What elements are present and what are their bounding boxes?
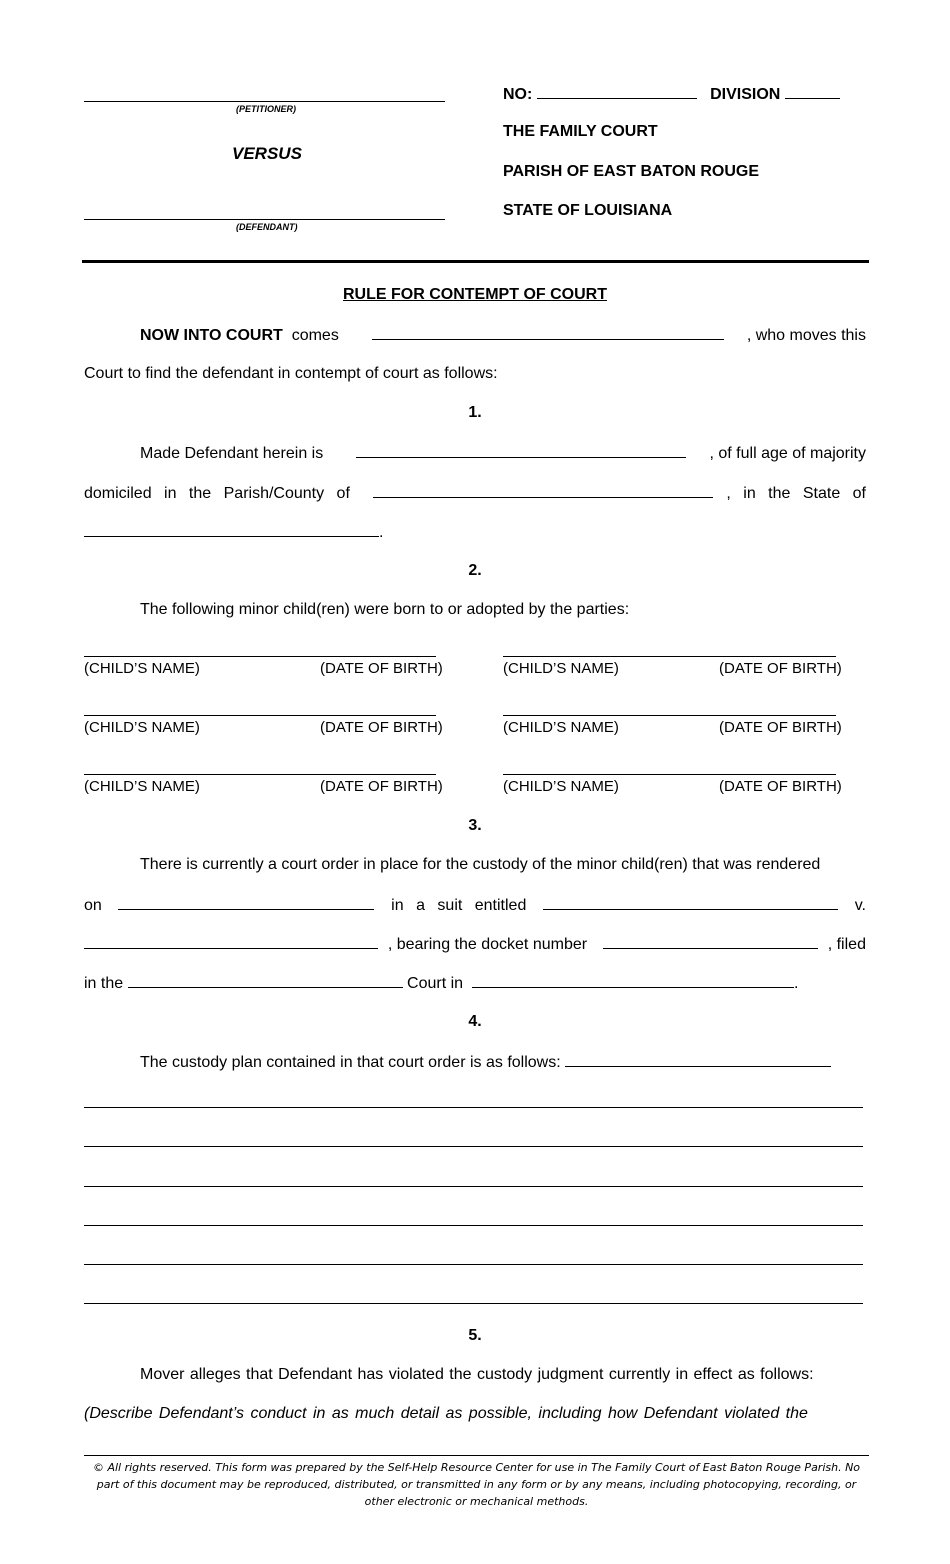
document-title: RULE FOR CONTEMPT OF COURT [343,286,607,303]
intro-line-2: Court to find the defendant in contempt of court as follows: [84,365,498,382]
s3-line-4 [84,973,798,993]
child-name-label: (CHILD’S NAME) [84,719,200,736]
s5-text: Mover alleges that Defendant has violated the custody judgment currently in effect as follows: [140,1366,814,1383]
custody-plan-blank-first[interactable] [565,1052,831,1067]
custody-plan-line[interactable] [84,1225,863,1226]
order-date-blank[interactable] [118,895,374,910]
child-name-label: (CHILD’S NAME) [503,778,619,795]
parish-county-blank[interactable] [373,483,713,498]
custody-plan-line[interactable] [84,1186,863,1187]
now-into-court: NOW INTO COURT [140,327,283,344]
s1-domiciled: domiciled in the Parish/County of [84,485,350,502]
s3-period: . [793,975,799,992]
petitioner-label: PETITIONER [239,104,294,114]
s1-line-3 [84,522,383,542]
child-line-1-right[interactable] [503,656,836,657]
s3-bearing: , bearing the docket number [387,936,588,953]
custody-plan-line[interactable] [84,1107,863,1108]
case-number-blank[interactable] [537,84,697,99]
s1-in-state: , in the State of [726,485,866,502]
docket-number-blank[interactable] [603,934,818,949]
s3-v: v. [854,897,866,914]
state-blank[interactable] [84,522,379,537]
court-location-blank[interactable] [472,973,794,988]
section-3-number: 3. [468,817,482,834]
s1-made-defendant: Made Defendant herein is [140,445,324,462]
s3-filed: , filed [827,936,866,953]
section-2-number: 2. [468,562,482,579]
custody-plan-line[interactable] [84,1264,863,1265]
child-line-1-left[interactable] [84,656,436,657]
division-label: DIVISION [710,86,781,103]
s5-italic-line [84,1405,866,1423]
mover-name-blank[interactable] [372,325,724,340]
s1-period: . [379,524,384,541]
child-line-3-right[interactable] [503,774,836,775]
petitioner-label-wrap: (PETITIONER) [236,104,297,114]
defendant-line[interactable] [84,219,445,220]
petitioner-line[interactable] [84,101,445,102]
dob-label: (DATE OF BIRTH) [719,660,842,677]
s3-in-suit: in a suit entitled [391,897,527,914]
header-divider [82,260,869,263]
copyright-footer: © All rights reserved. This form was prepared by the Self-Help Resource Center for use in The Family Court of East Baton Rouge Parish. No part of this document may be reproduced, distributed, or transmitted in any form or by any means, including photocopying, recording, or other electronic or mechanical methods. [84,1455,869,1510]
parish-name: PARISH OF EAST BATON ROUGE [503,163,760,180]
case-number-row [503,84,840,104]
no-label: NO: [503,86,533,103]
s3-court-in: Court in [407,975,464,992]
defendant-label: DEFENDANT [239,222,295,232]
section-1-number: 1. [468,404,482,421]
s3-line-1: There is currently a court order in place for the custody of the minor child(ren) that was rendered [140,856,821,873]
custody-plan-line[interactable] [84,1146,863,1147]
court-name-blank[interactable] [128,973,403,988]
s1-line-2 [84,483,866,503]
s3-line-2 [84,895,866,915]
s3-in-the: in the [84,975,124,992]
division-blank[interactable] [785,84,840,99]
suit-defendant-blank[interactable] [84,934,378,949]
dob-label: (DATE OF BIRTH) [320,778,443,795]
section-5-number: 5. [468,1327,482,1344]
child-line-3-left[interactable] [84,774,436,775]
dob-label: (DATE OF BIRTH) [320,719,443,736]
dob-label: (DATE OF BIRTH) [719,778,842,795]
child-name-label: (CHILD’S NAME) [84,660,200,677]
s1-full-age: , of full age of majority [709,445,866,462]
child-line-2-left[interactable] [84,715,436,716]
who-moves-text: , who moves this [746,327,866,344]
s1-line-1 [140,443,866,463]
section-4-number: 4. [468,1013,482,1030]
comes-text: comes [291,327,339,344]
s4-line-1 [140,1052,831,1072]
dob-label: (DATE OF BIRTH) [719,719,842,736]
child-name-label: (CHILD’S NAME) [503,719,619,736]
s3-line-3 [84,934,866,954]
court-name: THE FAMILY COURT [503,123,658,140]
intro-line-1 [140,325,866,345]
child-name-label: (CHILD’S NAME) [503,660,619,677]
s5-instructions: (Describe Defendant’s conduct in as much detail as possible, including how Defendant violated the [84,1405,808,1422]
dob-label: (DATE OF BIRTH) [320,660,443,677]
s4-text: The custody plan contained in that court order is as follows: [140,1054,561,1071]
defendant-label-wrap: (DEFENDANT) [236,222,298,232]
child-name-label: (CHILD’S NAME) [84,778,200,795]
child-line-2-right[interactable] [503,715,836,716]
versus-label: VERSUS [232,144,302,163]
s3-on: on [84,897,102,914]
suit-plaintiff-blank[interactable] [543,895,838,910]
s2-text: The following minor child(ren) were born to or adopted by the parties: [140,601,630,618]
state-name: STATE OF LOUISIANA [503,202,673,219]
custody-plan-line[interactable] [84,1303,863,1304]
defendant-name-blank[interactable] [356,443,686,458]
